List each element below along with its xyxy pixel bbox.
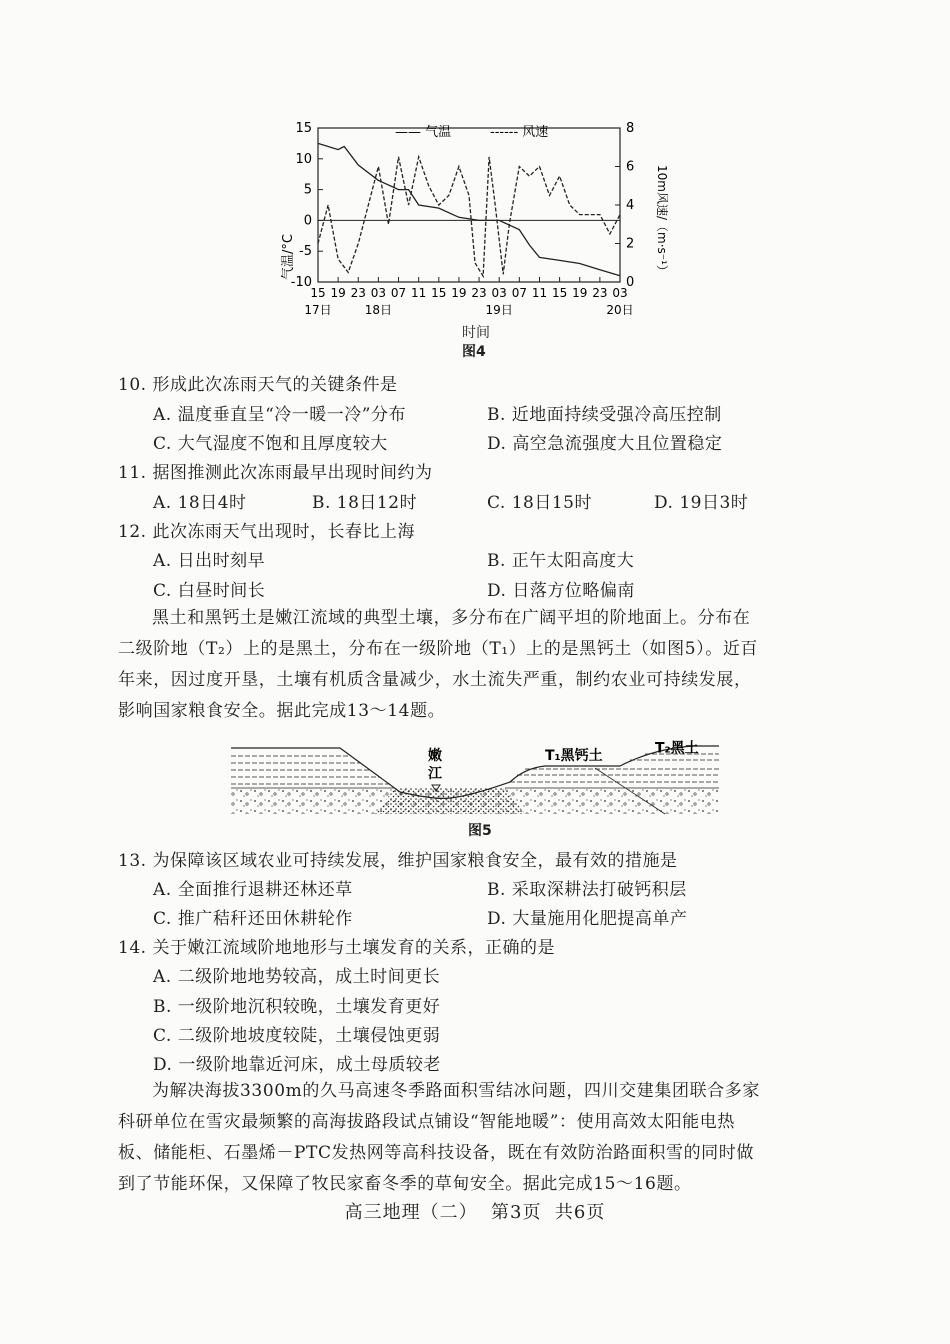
figure-5-caption: 图5 [468, 823, 492, 839]
y2-tick-label: 8 [626, 121, 635, 136]
figure-4-caption: 图4 [462, 344, 486, 360]
day-label: 19日 [485, 303, 513, 317]
y-axis-label-left: 气温/°C [281, 234, 296, 280]
passage-13-14-line-1: 黑土和黑钙土是嫩江流域的典型土壤，多分布在广阔平坦的阶地面上。分布在 [152, 608, 751, 628]
x-tick-label: 15 [551, 286, 568, 300]
question-14-option-a[interactable]: A. 二级阶地地势较高，成土时间更长 [153, 967, 441, 987]
passage-13-14-line-3: 年来，因过度开垦，土壤有机质含量减少，水土流失严重，制约农业可持续发展， [118, 670, 752, 690]
x-tick-label: 19 [451, 286, 467, 300]
chart-axes [291, 121, 635, 317]
question-13-stem: 13. 为保障该区域农业可持续发展，维护国家粮食安全，最有效的措施是 [118, 851, 678, 871]
y-tick-label: 10 [295, 151, 312, 167]
river-sediment [375, 788, 525, 814]
passage-15-16 [118, 1076, 838, 1200]
day-label: 17日 [304, 303, 332, 317]
river-label-jiang: 江 [428, 766, 442, 782]
question-13-option-a[interactable]: A. 全面推行退耕还林还草 [153, 880, 353, 900]
x-tick-label: 03 [612, 286, 628, 300]
figure-4-chart [270, 110, 670, 340]
question-11-option-b[interactable]: B. 18日12时 [312, 493, 418, 513]
t1-label: T₁黑钙土 [545, 748, 603, 764]
x-tick-label: 11 [411, 286, 427, 300]
legend-temperature: —— 气温 [395, 125, 452, 140]
y-tick-label: -10 [290, 275, 312, 290]
question-14-option-c[interactable]: C. 二级阶地坡度较陡，土壤侵蚀更弱 [153, 1026, 441, 1046]
question-11-option-a[interactable]: A. 18日4时 [153, 493, 247, 513]
y-tick-label: 0 [303, 213, 312, 229]
passage-15-16-line-4: 到了节能环保，又保障了牧民家畜冬季的草甸安全。据此完成15～16题。 [118, 1174, 692, 1194]
question-13-option-c[interactable]: C. 推广秸秆还田休耕轮作 [153, 909, 353, 929]
question-14-option-b[interactable]: B. 一级阶地沉积较晚，土壤发育更好 [153, 997, 441, 1017]
chart-series [318, 143, 620, 276]
passage-15-16-line-2: 科研单位在雪灾最频繁的高海拔路段试点铺设“智能地暖”：使用高效太阳能电热 [118, 1112, 735, 1132]
question-14-option-d[interactable]: D. 一级阶地靠近河床，成土母质较老 [153, 1055, 441, 1075]
y2-tick-label: 6 [626, 159, 635, 175]
question-10-option-d[interactable]: D. 高空急流强度大且位置稳定 [487, 434, 723, 454]
passage-13-14 [118, 603, 838, 727]
question-13-option-b[interactable]: B. 采取深耕法打破钙积层 [487, 880, 687, 900]
question-14-stem: 14. 关于嫩江流域阶地地形与土壤发育的关系，正确的是 [118, 938, 555, 958]
passage-15-16-line-3: 板、储能柜、石墨烯－PTC发热网等高科技设备，既在有效防治路面积雪的同时做 [118, 1143, 754, 1163]
series-temperature [318, 143, 620, 275]
x-tick-label: 19 [330, 286, 346, 300]
chart-legend [395, 124, 548, 140]
left-terrace [231, 748, 400, 792]
passage-13-14-line-4: 影响国家粮食安全。据此完成13～14题。 [118, 701, 446, 721]
question-10-stem: 10. 形成此次冻雨天气的关键条件是 [118, 375, 398, 395]
day-label: 18日 [364, 303, 393, 317]
figure-4-xlabel: 时间 [462, 325, 490, 341]
page-footer: 高三地理（二） 第3页 共6页 [344, 1202, 606, 1223]
question-12-option-b[interactable]: B. 正午太阳高度大 [487, 551, 635, 571]
series-wind-speed [318, 157, 620, 276]
x-tick-label: 23 [471, 286, 487, 300]
y-axis-label-right: 10m风速/（m·s⁻¹） [655, 165, 669, 277]
river-label-nen: 嫩 [428, 748, 442, 764]
question-11-stem: 11. 据图推测此次冻雨最早出现时间约为 [118, 463, 433, 483]
passage-13-14-line-2: 二级阶地（T₂）上的是黑土，分布在一级阶地（T₁）上的是黑钙土（如图5）。近百 [118, 639, 759, 659]
question-10-option-b[interactable]: B. 近地面持续受强冷高压控制 [487, 405, 722, 425]
x-tick-label: 23 [592, 286, 608, 300]
question-12-option-a[interactable]: A. 日出时刻早 [153, 551, 266, 571]
question-12-option-d[interactable]: D. 日落方位略偏南 [487, 581, 635, 601]
x-tick-label: 07 [511, 286, 527, 300]
legend-wind: ------ 风速 [490, 125, 549, 140]
x-tick-label: 07 [390, 286, 407, 300]
question-11-option-d[interactable]: D. 19日3时 [654, 493, 749, 513]
x-tick-label: 19 [572, 286, 588, 300]
x-tick-label: 15 [431, 286, 447, 300]
y2-tick-label: 0 [626, 275, 635, 290]
y-tick-label: 15 [295, 121, 312, 136]
day-label: 20日 [606, 303, 634, 317]
question-10-option-c[interactable]: C. 大气湿度不饱和且厚度较大 [153, 434, 388, 454]
question-12-stem: 12. 此次冻雨天气出现时，长春比上海 [118, 522, 415, 542]
x-tick-label: 03 [370, 286, 387, 300]
y-tick-label: -5 [299, 244, 312, 260]
x-tick-label: 03 [491, 286, 507, 300]
y-tick-label: 5 [303, 182, 312, 198]
figure-5-cross-section [225, 738, 725, 818]
plot-frame [318, 128, 620, 282]
question-13-option-d[interactable]: D. 大量施用化肥提高单产 [487, 909, 688, 929]
question-11-option-c[interactable]: C. 18日15时 [487, 493, 592, 513]
x-tick-label: 15 [310, 286, 326, 300]
y2-tick-label: 4 [626, 198, 635, 213]
t2-label: T₂黑土 [655, 740, 699, 757]
x-tick-label: 23 [350, 286, 366, 300]
x-tick-label: 11 [531, 286, 548, 300]
question-12-option-c[interactable]: C. 白昼时间长 [153, 581, 266, 601]
question-10-option-a[interactable]: A. 温度垂直呈“冷一暖一冷”分布 [153, 405, 406, 425]
passage-15-16-line-1: 为解决海拔3300m的久马高速冬季路面积雪结冰问题，四川交建集团联合多家 [152, 1081, 760, 1101]
y2-tick-label: 2 [626, 236, 635, 252]
